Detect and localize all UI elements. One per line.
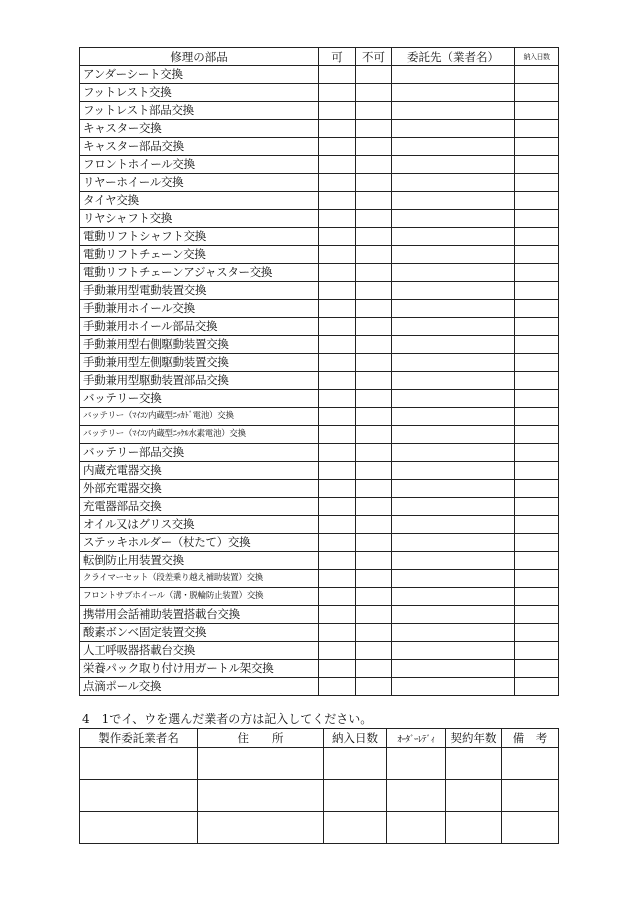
contractor-cell[interactable] (392, 462, 515, 480)
ok-cell[interactable] (319, 318, 356, 336)
ok-cell[interactable] (319, 624, 356, 642)
delivery-days-cell[interactable] (515, 444, 559, 462)
maker-row (80, 812, 559, 844)
ng-cell[interactable] (356, 498, 392, 516)
contractor-cell[interactable] (392, 300, 515, 318)
ok-cell[interactable] (319, 336, 356, 354)
parts-row (80, 300, 559, 318)
ng-cell[interactable] (356, 390, 392, 408)
ok-cell[interactable] (319, 660, 356, 678)
maker-name-cell[interactable] (80, 748, 198, 780)
ok-cell[interactable] (319, 84, 356, 102)
order-ready-cell[interactable] (387, 812, 446, 844)
parts-row (80, 192, 559, 210)
part-name: 転倒防止用装置交換 (80, 552, 319, 570)
parts-row (80, 552, 559, 570)
parts-row (80, 588, 559, 606)
parts-row (80, 336, 559, 354)
ok-cell[interactable] (319, 120, 356, 138)
delivery-days-cell[interactable] (515, 102, 559, 120)
delivery-days-cell[interactable] (515, 138, 559, 156)
delivery-days-cell[interactable] (515, 66, 559, 84)
contractor-cell[interactable] (392, 228, 515, 246)
ng-cell[interactable] (356, 426, 392, 444)
contractor-cell[interactable] (392, 408, 515, 426)
part-name: フットレスト交換 (80, 84, 319, 102)
delivery-days-cell[interactable] (515, 192, 559, 210)
ng-cell[interactable] (356, 120, 392, 138)
part-name: 電動リフトチェーン交換 (80, 246, 319, 264)
contractor-cell[interactable] (392, 570, 515, 588)
ok-cell[interactable] (319, 462, 356, 480)
ng-cell[interactable] (356, 318, 392, 336)
header-ok: 可 (319, 48, 356, 66)
ng-cell[interactable] (356, 552, 392, 570)
part-name: リヤーホイール交換 (80, 174, 319, 192)
contract-years-cell[interactable] (446, 748, 502, 780)
part-name: オイル又はグリス交換 (80, 516, 319, 534)
contractor-cell[interactable] (392, 390, 515, 408)
ng-cell[interactable] (356, 174, 392, 192)
part-name: 手動兼用型左側駆動装置交換 (80, 354, 319, 372)
ng-cell[interactable] (356, 66, 392, 84)
delivery-days-cell[interactable] (515, 390, 559, 408)
header-order-ready: ｵｰﾀﾞｰﾚﾃﾞｨ (387, 729, 446, 748)
address-cell[interactable] (198, 780, 324, 812)
delivery-days-cell[interactable] (515, 642, 559, 660)
delivery-days-cell[interactable] (515, 282, 559, 300)
part-name: バッテリー（ﾏｲｺﾝ内蔵型ﾆｯｶﾄﾞ電池）交換 (80, 408, 319, 426)
ok-cell[interactable] (319, 264, 356, 282)
contractor-cell[interactable] (392, 84, 515, 102)
ng-cell[interactable] (356, 300, 392, 318)
contractor-cell[interactable] (392, 678, 515, 696)
delivery-days-cell[interactable] (515, 264, 559, 282)
parts-row (80, 246, 559, 264)
contractor-cell[interactable] (392, 210, 515, 228)
contractor-cell[interactable] (392, 534, 515, 552)
parts-row (80, 66, 559, 84)
delivery-days-cell[interactable] (515, 624, 559, 642)
delivery-days-cell[interactable] (515, 354, 559, 372)
contractor-cell[interactable] (392, 66, 515, 84)
delivery-days-cell[interactable] (515, 84, 559, 102)
parts-row (80, 462, 559, 480)
header-maker-name: 製作委託業者名 (80, 729, 198, 748)
parts-row (80, 480, 559, 498)
contractor-cell[interactable] (392, 588, 515, 606)
contractor-cell[interactable] (392, 102, 515, 120)
ok-cell[interactable] (319, 138, 356, 156)
part-name: フットレスト部品交換 (80, 102, 319, 120)
delivery-days-cell[interactable] (324, 780, 387, 812)
ng-cell[interactable] (356, 336, 392, 354)
header-ng: 不可 (356, 48, 392, 66)
header-part: 修理の部品 (80, 48, 319, 66)
ng-cell[interactable] (356, 462, 392, 480)
ng-cell[interactable] (356, 84, 392, 102)
contractor-cell[interactable] (392, 372, 515, 390)
delivery-days-cell[interactable] (515, 480, 559, 498)
ng-cell[interactable] (356, 678, 392, 696)
parts-row (80, 120, 559, 138)
maker-row (80, 780, 559, 812)
ng-cell[interactable] (356, 138, 392, 156)
parts-row (80, 102, 559, 120)
address-cell[interactable] (198, 812, 324, 844)
ok-cell[interactable] (319, 156, 356, 174)
ok-cell[interactable] (319, 552, 356, 570)
ng-cell[interactable] (356, 210, 392, 228)
delivery-days-cell[interactable] (515, 156, 559, 174)
ng-cell[interactable] (356, 660, 392, 678)
parts-header-row (80, 48, 559, 66)
parts-row (80, 210, 559, 228)
parts-row (80, 534, 559, 552)
parts-row (80, 228, 559, 246)
ng-cell[interactable] (356, 516, 392, 534)
header-delivery-days: 納入日数 (515, 48, 559, 66)
delivery-days-cell[interactable] (515, 516, 559, 534)
contractor-cell[interactable] (392, 606, 515, 624)
parts-row (80, 516, 559, 534)
delivery-days-cell[interactable] (515, 336, 559, 354)
ng-cell[interactable] (356, 264, 392, 282)
contractor-cell[interactable] (392, 120, 515, 138)
contractor-cell[interactable] (392, 354, 515, 372)
contract-years-cell[interactable] (446, 780, 502, 812)
ng-cell[interactable] (356, 642, 392, 660)
contractor-cell[interactable] (392, 246, 515, 264)
ok-cell[interactable] (319, 642, 356, 660)
parts-row (80, 390, 559, 408)
parts-row (80, 606, 559, 624)
ok-cell[interactable] (319, 300, 356, 318)
parts-row (80, 372, 559, 390)
part-name: バッテリー（ﾏｲｺﾝ内蔵型ﾆｯｹﾙ水素電池）交換 (80, 426, 319, 444)
contractor-cell[interactable] (392, 264, 515, 282)
ng-cell[interactable] (356, 372, 392, 390)
ok-cell[interactable] (319, 534, 356, 552)
delivery-days-cell[interactable] (515, 372, 559, 390)
remarks-cell[interactable] (502, 780, 559, 812)
part-name: 充電器部品交換 (80, 498, 319, 516)
part-name: 電動リフトチェーンアジャスター交換 (80, 264, 319, 282)
ng-cell[interactable] (356, 156, 392, 174)
ng-cell[interactable] (356, 588, 392, 606)
delivery-days-cell[interactable] (515, 246, 559, 264)
parts-row (80, 282, 559, 300)
contractor-cell[interactable] (392, 138, 515, 156)
parts-row (80, 498, 559, 516)
parts-row (80, 642, 559, 660)
parts-body (80, 66, 559, 696)
part-name: クライマーセット（段差乗り越え補助装置）交換 (80, 570, 319, 588)
ok-cell[interactable] (319, 282, 356, 300)
ok-cell[interactable] (319, 66, 356, 84)
ng-cell[interactable] (356, 534, 392, 552)
maker-name-cell[interactable] (80, 780, 198, 812)
parts-row (80, 408, 559, 426)
part-name: 手動兼用ホイール交換 (80, 300, 319, 318)
delivery-days-cell[interactable] (515, 606, 559, 624)
contractor-cell[interactable] (392, 642, 515, 660)
delivery-days-cell[interactable] (515, 462, 559, 480)
part-name: 内蔵充電器交換 (80, 462, 319, 480)
part-name: バッテリー部品交換 (80, 444, 319, 462)
parts-row (80, 354, 559, 372)
part-name: 手動兼用型駆動装置部品交換 (80, 372, 319, 390)
contractor-cell[interactable] (392, 426, 515, 444)
parts-row (80, 138, 559, 156)
contractor-cell[interactable] (392, 516, 515, 534)
ok-cell[interactable] (319, 678, 356, 696)
contractor-cell[interactable] (392, 480, 515, 498)
contractor-cell[interactable] (392, 336, 515, 354)
delivery-days-cell[interactable] (515, 300, 559, 318)
contractor-cell[interactable] (392, 660, 515, 678)
contractor-cell[interactable] (392, 156, 515, 174)
delivery-days-cell[interactable] (324, 812, 387, 844)
ok-cell[interactable] (319, 372, 356, 390)
header-address: 住 所 (198, 729, 324, 748)
part-name: キャスター部品交換 (80, 138, 319, 156)
ok-cell[interactable] (319, 498, 356, 516)
ng-cell[interactable] (356, 282, 392, 300)
delivery-days-cell[interactable] (515, 210, 559, 228)
part-name: アンダーシート交換 (80, 66, 319, 84)
part-name: 酸素ボンベ固定装置交換 (80, 624, 319, 642)
header-contract-years: 契約年数 (446, 729, 502, 748)
part-name: フロントサブホイール（溝・脱輪防止装置）交換 (80, 588, 319, 606)
part-name: 携帯用会話補助装置搭載台交換 (80, 606, 319, 624)
parts-row (80, 624, 559, 642)
ok-cell[interactable] (319, 174, 356, 192)
part-name: 手動兼用ホイール部品交換 (80, 318, 319, 336)
delivery-days-cell[interactable] (515, 228, 559, 246)
ok-cell[interactable] (319, 570, 356, 588)
part-name: 点滴ポール交換 (80, 678, 319, 696)
remarks-cell[interactable] (502, 812, 559, 844)
ok-cell[interactable] (319, 408, 356, 426)
delivery-days-cell[interactable] (515, 174, 559, 192)
ok-cell[interactable] (319, 588, 356, 606)
delivery-days-cell[interactable] (515, 426, 559, 444)
header-remarks: 備 考 (502, 729, 559, 748)
ok-cell[interactable] (319, 102, 356, 120)
contractor-cell[interactable] (392, 498, 515, 516)
parts-row (80, 570, 559, 588)
contractor-cell[interactable] (392, 624, 515, 642)
delivery-days-cell[interactable] (515, 588, 559, 606)
ng-cell[interactable] (356, 570, 392, 588)
ok-cell[interactable] (319, 228, 356, 246)
contractor-cell[interactable] (392, 318, 515, 336)
parts-row (80, 660, 559, 678)
makers-body (80, 748, 559, 844)
ng-cell[interactable] (356, 228, 392, 246)
contractor-cell[interactable] (392, 282, 515, 300)
remarks-cell[interactable] (502, 748, 559, 780)
ok-cell[interactable] (319, 516, 356, 534)
ok-cell[interactable] (319, 480, 356, 498)
delivery-days-cell[interactable] (515, 678, 559, 696)
header-contractor: 委託先（業者名） (392, 48, 515, 66)
ng-cell[interactable] (356, 192, 392, 210)
ok-cell[interactable] (319, 426, 356, 444)
parts-row (80, 318, 559, 336)
ok-cell[interactable] (319, 354, 356, 372)
parts-row (80, 426, 559, 444)
ng-cell[interactable] (356, 408, 392, 426)
ok-cell[interactable] (319, 246, 356, 264)
ok-cell[interactable] (319, 444, 356, 462)
contractor-cell[interactable] (392, 174, 515, 192)
parts-row (80, 264, 559, 282)
ng-cell[interactable] (356, 480, 392, 498)
order-ready-cell[interactable] (387, 748, 446, 780)
delivery-days-cell[interactable] (515, 660, 559, 678)
delivery-days-cell[interactable] (515, 408, 559, 426)
part-name: 手動兼用型電動装置交換 (80, 282, 319, 300)
delivery-days-cell[interactable] (515, 120, 559, 138)
ng-cell[interactable] (356, 444, 392, 462)
delivery-days-cell[interactable] (515, 318, 559, 336)
parts-row (80, 174, 559, 192)
part-name: フロントホイール交換 (80, 156, 319, 174)
delivery-days-cell[interactable] (515, 534, 559, 552)
ok-cell[interactable] (319, 210, 356, 228)
part-name: 人工呼吸器搭載台交換 (80, 642, 319, 660)
ng-cell[interactable] (356, 624, 392, 642)
order-ready-cell[interactable] (387, 780, 446, 812)
ng-cell[interactable] (356, 102, 392, 120)
part-name: 外部充電器交換 (80, 480, 319, 498)
parts-row (80, 84, 559, 102)
part-name: バッテリー交換 (80, 390, 319, 408)
address-cell[interactable] (198, 748, 324, 780)
contractor-cell[interactable] (392, 444, 515, 462)
delivery-days-cell[interactable] (324, 748, 387, 780)
makers-table (79, 728, 559, 844)
part-name: 手動兼用型右側駆動装置交換 (80, 336, 319, 354)
ok-cell[interactable] (319, 390, 356, 408)
delivery-days-cell[interactable] (515, 552, 559, 570)
delivery-days-cell[interactable] (515, 570, 559, 588)
parts-table (79, 47, 559, 696)
ng-cell[interactable] (356, 246, 392, 264)
maker-name-cell[interactable] (80, 812, 198, 844)
part-name: 電動リフトシャフト交換 (80, 228, 319, 246)
maker-row (80, 748, 559, 780)
ng-cell[interactable] (356, 606, 392, 624)
delivery-days-cell[interactable] (515, 498, 559, 516)
part-name: タイヤ交換 (80, 192, 319, 210)
ok-cell[interactable] (319, 606, 356, 624)
parts-row (80, 444, 559, 462)
contractor-cell[interactable] (392, 552, 515, 570)
ok-cell[interactable] (319, 192, 356, 210)
part-name: 栄養パック取り付け用ガートル架交換 (80, 660, 319, 678)
part-name: キャスター交換 (80, 120, 319, 138)
section-4-instruction: 4 1でイ、ウを選んだ業者の方は記入してください。 (82, 712, 373, 726)
header-maker-delivery-days: 納入日数 (324, 729, 387, 748)
contract-years-cell[interactable] (446, 812, 502, 844)
part-name: ステッキホルダー（杖たて）交換 (80, 534, 319, 552)
makers-header-row (80, 729, 559, 748)
parts-row (80, 678, 559, 696)
parts-row (80, 156, 559, 174)
contractor-cell[interactable] (392, 192, 515, 210)
part-name: リヤシャフト交換 (80, 210, 319, 228)
ng-cell[interactable] (356, 354, 392, 372)
